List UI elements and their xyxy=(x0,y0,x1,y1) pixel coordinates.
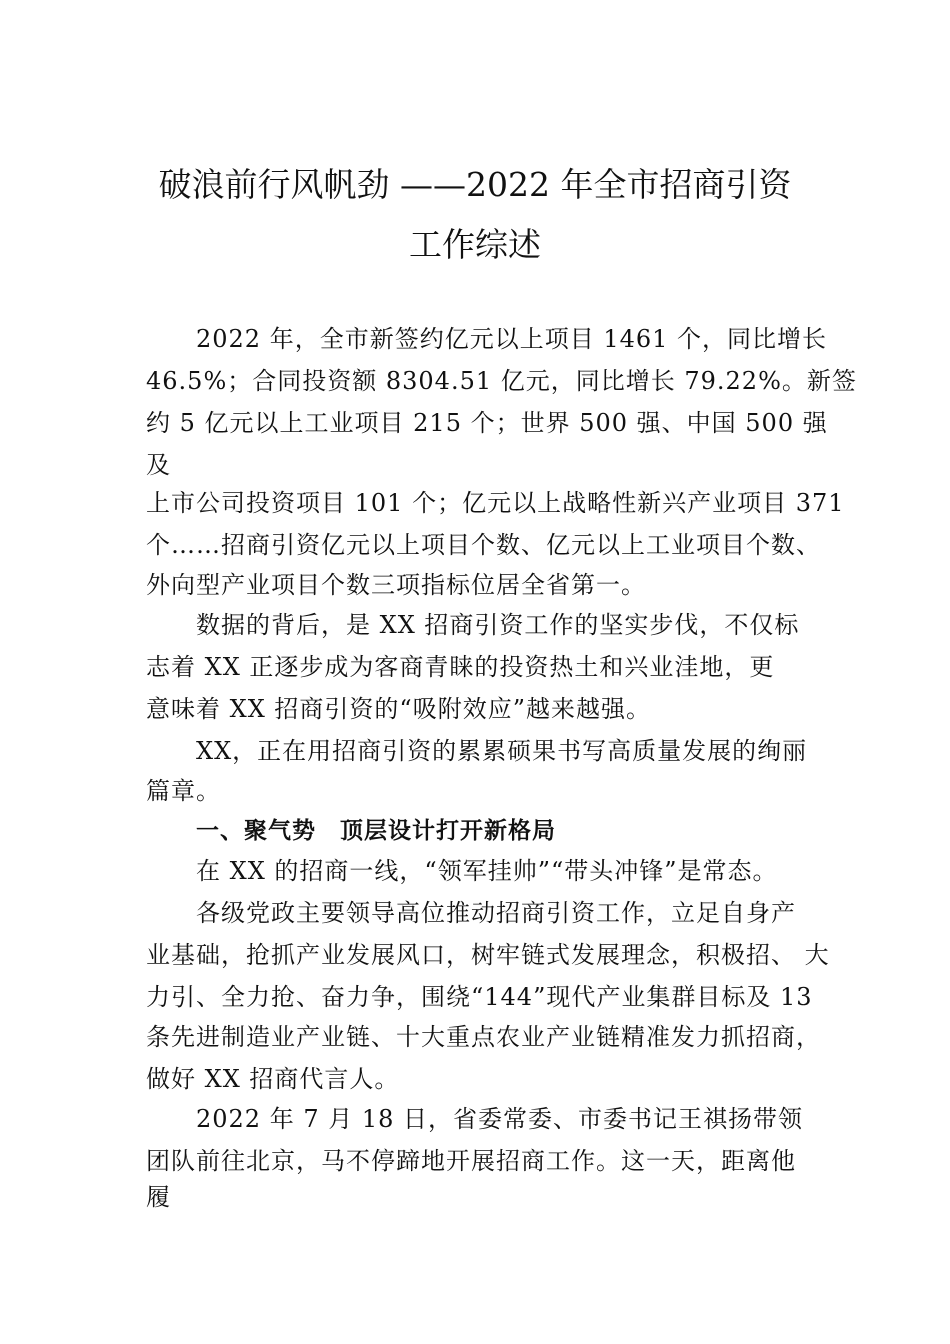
paragraph-line: 履 xyxy=(146,1183,171,1211)
paragraph-line: 外向型产业项目个数三项指标位居全省第一。 xyxy=(146,571,646,599)
paragraph-line: 数据的背后，是 XX 招商引资工作的坚实步伐，不仅标 xyxy=(196,611,800,639)
paragraph-line: 团队前往北京，马不停蹄地开展招商工作。这一天，距离他 xyxy=(146,1147,796,1175)
paragraph-line: 篇章。 xyxy=(146,777,221,805)
paragraph-line: 46.5%；合同投资额 8304.51 亿元，同比增长 79.22%。新签 xyxy=(146,367,857,395)
paragraph-line: 各级党政主要领导高位推动招商引资工作，立足自身产 xyxy=(196,899,796,927)
paragraph-line: 2022 年 7 月 18 日，省委常委、市委书记王祺扬带领 xyxy=(196,1105,804,1133)
paragraph-line: 2022 年，全市新签约亿元以上项目 1461 个，同比增长 xyxy=(196,325,828,353)
paragraph-line: 条先进制造业产业链、十大重点农业产业链精准发力抓招商， xyxy=(146,1023,821,1051)
paragraph-line: 意味着 XX 招商引资的“吸附效应”越来越强。 xyxy=(146,695,651,723)
paragraph-line: 力引、全力抢、奋力争，围绕“144”现代产业集群目标及 13 xyxy=(146,983,813,1011)
document-title-line-1: 破浪前行风帆劲 ——2022 年全市招商引资 xyxy=(158,165,792,204)
paragraph-line: 上市公司投资项目 101 个；亿元以上战略性新兴产业项目 371 xyxy=(146,489,845,517)
paragraph-line: 业基础，抢抓产业发展风口，树牢链式发展理念，积极招、 大 xyxy=(146,941,830,969)
section-heading: 一、聚气势 顶层设计打开新格局 xyxy=(196,818,556,844)
paragraph-line: 做好 XX 招商代言人。 xyxy=(146,1065,400,1093)
paragraph-line: 及 xyxy=(146,451,171,479)
paragraph-line: XX，正在用招商引资的累累硕果书写高质量发展的绚丽 xyxy=(196,737,808,765)
document-title-line-2: 工作综述 xyxy=(409,225,541,264)
paragraph-line: 志着 XX 正逐步成为客商青睐的投资热土和兴业洼地，更 xyxy=(146,653,775,681)
paragraph-line: 个……招商引资亿元以上项目个数、亿元以上工业项目个数、 xyxy=(146,531,821,559)
paragraph-line: 在 XX 的招商一线，“领军挂帅”“带头冲锋”是常态。 xyxy=(196,857,778,885)
paragraph-line: 约 5 亿元以上工业项目 215 个；世界 500 强、中国 500 强 xyxy=(146,409,828,437)
